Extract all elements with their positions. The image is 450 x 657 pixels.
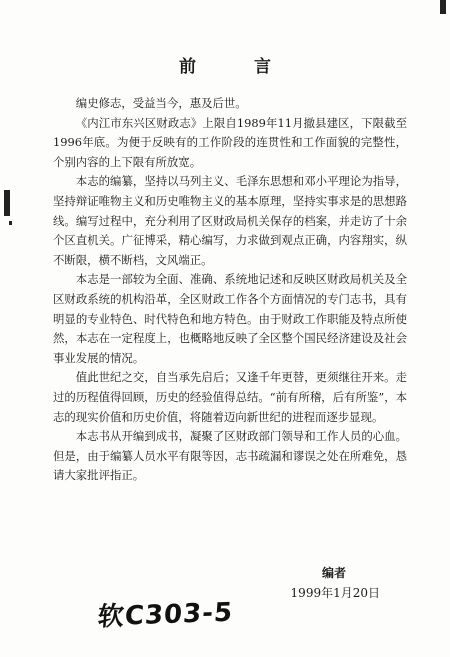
paragraph: 编史修志，受益当今，惠及后世。: [75, 96, 247, 110]
date: 1999年1月20日: [290, 586, 380, 600]
paragraph: 本志书从开编到成书，凝聚了区财政部门领导和工作人员的心血。但是，由于编纂人员水平有限等因，志书疏漏和谬误之处在所难免，恳请大家批评指正。: [53, 429, 407, 483]
paragraph: 值此世纪之交，自当承先启后；又逢千年更替，更须继往开来。走过的历程值得回顾，历史的经验值得总结。“前有所稽，后有所鉴”，本志的现实价值和历史价值，将随着迈向新世纪的进程而逐步显现。: [53, 370, 407, 424]
preface-body: [53, 94, 407, 486]
handwritten-call-number: 软C303-5: [96, 597, 235, 633]
paragraph: 本志是一部较为全面、准确、系统地记述和反映区财政局机关及全区财政系统的机构沿革，全区财政工作各个方面情况的专门志书，具有明显的专业特色、时代特色和地方特色。由于财政工作职能及特点所使然，本志在一定程度上，也概略地反映了全区整个国民经济建设及社会事业发展的情况。: [53, 272, 407, 365]
signature-block: [291, 563, 380, 603]
scan-mark: [4, 190, 10, 216]
paragraph: 本志的编纂，坚持以马列主义、毛泽东思想和邓小平理论为指导，坚持辩证唯物主义和历史唯物主义的基本原理，坚持实事求是的思想路线。编写过程中，充分利用了区财政局机关保存的档案，并走访了十余个区直机关。广征博采，精心编写，力求做到观点正确，内容翔实，纵不断限，横不断档，文风端正。: [53, 174, 407, 267]
author: 编者: [321, 566, 346, 580]
scan-mark: [9, 221, 12, 225]
page-title: 前 言: [179, 57, 297, 77]
paragraph: 《内江市东兴区财政志》上限自1989年11月撤县建区，下限截至1996年底。为便于反映有的工作阶段的连贯性和工作面貌的完整性，个别内容的上下限有所放宽。: [53, 115, 407, 169]
scan-mark: [440, 0, 446, 14]
